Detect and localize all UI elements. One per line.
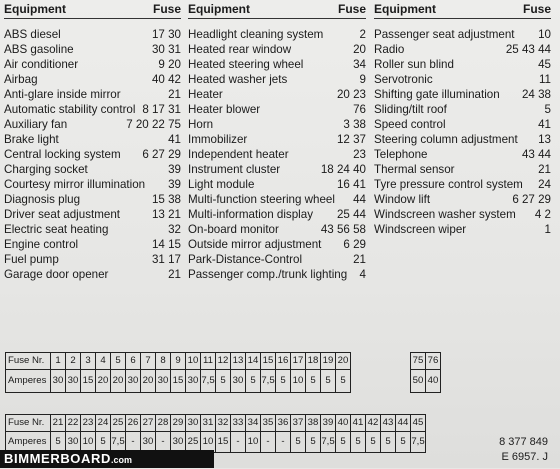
fuse-numbers: 13 21	[151, 208, 181, 221]
fuse-numbers: 16 41	[336, 178, 366, 191]
equipment-name: On-board monitor	[188, 223, 279, 236]
equipment-name: Sliding/tilt roof	[374, 103, 447, 116]
fuse-number-cell: 16	[276, 353, 291, 370]
equipment-row	[4, 162, 181, 177]
column-header	[188, 2, 366, 19]
amperes-cell: 5	[306, 370, 321, 393]
fuse-number-cell: 36	[276, 415, 291, 432]
fuse-number-cell: 4	[96, 353, 111, 370]
equipment-header: Equipment	[374, 2, 436, 16]
column-header	[4, 2, 181, 19]
equipment-row	[4, 267, 181, 282]
amperes-cell: 5	[216, 370, 231, 393]
equipment-row	[374, 57, 551, 72]
fuse-number-cell: 12	[216, 353, 231, 370]
fuse-numbers: 5	[544, 103, 551, 116]
fuse-numbers: 6 27 29	[142, 148, 181, 161]
equipment-row	[374, 27, 551, 42]
fuse-numbers: 4 2	[534, 208, 551, 221]
fuse-number-cell: 5	[111, 353, 126, 370]
equipment-header: Equipment	[188, 2, 250, 16]
fuse-amperage-table-2	[410, 352, 441, 393]
fuse-numbers: 7 20 22 75	[126, 118, 181, 131]
amperes-cell: 5	[51, 432, 66, 453]
amperes-cell: 15	[216, 432, 231, 453]
fuse-number-cell: 27	[141, 415, 156, 432]
amperes-cell: 7,5	[261, 370, 276, 393]
amperes-cell: -	[156, 432, 171, 453]
equipment-row	[4, 177, 181, 192]
amperes-cell: 20	[141, 370, 156, 393]
equipment-name: Window lift	[374, 193, 431, 206]
equipment-name: Fuel pump	[4, 253, 59, 266]
equipment-name: Windscreen washer system	[374, 208, 516, 221]
equipment-name: Heater blower	[188, 103, 261, 116]
fuse-numbers: 3 38	[343, 118, 366, 131]
equipment-name: Multi-function steering wheel	[188, 193, 335, 206]
fuse-numbers: 24 38	[521, 88, 551, 101]
equipment-header: Equipment	[4, 2, 66, 16]
amperes-row	[411, 370, 441, 393]
equipment-row	[4, 72, 181, 87]
equipment-row	[374, 102, 551, 117]
amperes-cell: 25	[186, 432, 201, 453]
fuse-number-cell: 44	[396, 415, 411, 432]
amperes-cell: -	[126, 432, 141, 453]
equipment-row	[374, 132, 551, 147]
equipment-name: Outside mirror adjustment	[188, 238, 322, 251]
equipment-name: Headlight cleaning system	[188, 28, 324, 41]
equipment-row	[188, 252, 366, 267]
equipment-row	[374, 222, 551, 237]
fuse-numbers: 9	[359, 73, 366, 86]
equipment-row	[374, 147, 551, 162]
fuse-number-cell: 15	[261, 353, 276, 370]
fuse-numbers: 20	[353, 43, 366, 56]
equipment-name: Auxiliary fan	[4, 118, 68, 131]
equipment-row	[188, 147, 366, 162]
fuse-numbers: 13	[538, 133, 551, 146]
fuse-number-cell: 38	[306, 415, 321, 432]
column-header	[374, 2, 551, 19]
equipment-column-1	[4, 2, 181, 282]
fuse-number-cell: 3	[81, 353, 96, 370]
amperes-cell: 5	[336, 370, 351, 393]
fuse-number-cell: 7	[141, 353, 156, 370]
equipment-row	[4, 117, 181, 132]
equipment-name: Driver seat adjustment	[4, 208, 120, 221]
amperes-cell: 10	[81, 432, 96, 453]
equipment-row	[188, 192, 366, 207]
amperes-cell: 50	[411, 370, 426, 393]
equipment-row	[4, 27, 181, 42]
fuse-numbers: 17 30	[151, 28, 181, 41]
fuse-number-cell: 19	[321, 353, 336, 370]
fuse-numbers: 24	[538, 178, 551, 191]
fuse-numbers: 39	[168, 178, 181, 191]
fuse-number-cell: 39	[321, 415, 336, 432]
fuse-numbers: 6 29	[343, 238, 366, 251]
equipment-row	[188, 237, 366, 252]
equipment-name: Servotronic	[374, 73, 433, 86]
equipment-row	[374, 162, 551, 177]
amperes-cell: 20	[96, 370, 111, 393]
equipment-name: Central locking system	[4, 148, 121, 161]
equipment-row	[4, 237, 181, 252]
fuse-numbers: 21	[538, 163, 551, 176]
fuse-header: Fuse	[152, 2, 181, 16]
fuse-number-cell: 34	[246, 415, 261, 432]
fuse-numbers: 25 44	[336, 208, 366, 221]
equipment-row	[374, 192, 551, 207]
amperes-cell: 20	[111, 370, 126, 393]
equipment-row	[4, 42, 181, 57]
amperes-cell: 5	[321, 370, 336, 393]
equipment-name: Air conditioner	[4, 58, 79, 71]
fuse-number-cell: 23	[81, 415, 96, 432]
fuse-numbers: 1	[544, 223, 551, 236]
equipment-row	[4, 87, 181, 102]
fuse-number-cell: 30	[186, 415, 201, 432]
fuse-number-cell: 24	[96, 415, 111, 432]
equipment-row	[4, 252, 181, 267]
fuse-numbers: 6 27 29	[512, 193, 551, 206]
amperes-cell: 30	[186, 370, 201, 393]
equipment-row	[188, 102, 366, 117]
watermark-logo	[0, 450, 214, 468]
equipment-name: Telephone	[374, 148, 428, 161]
fuse-number-cell: 32	[216, 415, 231, 432]
equipment-name: Light module	[188, 178, 255, 191]
fuse-numbers: 43 56 58	[320, 223, 366, 236]
equipment-name: Airbag	[4, 73, 38, 86]
equipment-row	[374, 117, 551, 132]
amperes-cell: -	[261, 432, 276, 453]
fuse-number-cell: 13	[231, 353, 246, 370]
fuse-number-cell: 35	[261, 415, 276, 432]
fuse-numbers: 14 15	[151, 238, 181, 251]
amperes-cell: 30	[66, 370, 81, 393]
fuse-number-cell: 1	[51, 353, 66, 370]
fuse-header: Fuse	[337, 2, 366, 16]
fuse-number-cell: 20	[336, 353, 351, 370]
equipment-name: Charging socket	[4, 163, 88, 176]
amperes-cell: 5	[351, 432, 366, 453]
amperes-cell: 5	[381, 432, 396, 453]
fuse-number-row	[411, 353, 441, 370]
fuse-numbers: 34	[353, 58, 366, 71]
fuse-number-cell: 45	[411, 415, 426, 432]
fuse-numbers: 8 17 31	[142, 103, 181, 116]
equipment-row	[188, 207, 366, 222]
fuse-numbers: 76	[353, 103, 366, 116]
fuse-number-row-label: Fuse Nr.	[6, 415, 51, 432]
equipment-row	[4, 132, 181, 147]
amperes-cell: 30	[156, 370, 171, 393]
equipment-name: Passenger comp./trunk lighting	[188, 268, 348, 281]
amperes-cell: 30	[171, 432, 186, 453]
fuse-numbers: 45	[538, 58, 551, 71]
fuse-numbers: 39	[168, 163, 181, 176]
amperes-cell: 5	[246, 370, 261, 393]
fuse-numbers: 18 24 40	[320, 163, 366, 176]
equipment-name: Heated washer jets	[188, 73, 288, 86]
equipment-name: Radio	[374, 43, 405, 56]
fuse-numbers: 43 44	[521, 148, 551, 161]
fuse-numbers: 2	[359, 28, 366, 41]
fuse-number-row	[6, 353, 351, 370]
equipment-row	[188, 117, 366, 132]
equipment-row	[374, 72, 551, 87]
amperes-cell: 5	[276, 370, 291, 393]
equipment-name: Passenger seat adjustment	[374, 28, 515, 41]
equipment-name: Instrument cluster	[188, 163, 281, 176]
equipment-name: Horn	[188, 118, 214, 131]
fuse-numbers: 12 37	[336, 133, 366, 146]
amperes-cell: 5	[96, 432, 111, 453]
equipment-row	[4, 57, 181, 72]
equipment-row	[188, 42, 366, 57]
equipment-name: Multi-information display	[188, 208, 314, 221]
fuse-number-cell: 14	[246, 353, 261, 370]
fuse-number-cell: 22	[66, 415, 81, 432]
equipment-row	[188, 162, 366, 177]
equipment-name: Immobilizer	[188, 133, 248, 146]
equipment-name: Brake light	[4, 133, 59, 146]
fuse-number-cell: 31	[201, 415, 216, 432]
fuse-numbers: 25 43 44	[505, 43, 551, 56]
equipment-row	[4, 147, 181, 162]
amperes-cell: 40	[426, 370, 441, 393]
amperes-cell: 5	[396, 432, 411, 453]
equipment-name: Steering column adjustment	[374, 133, 518, 146]
equipment-name: Thermal sensor	[374, 163, 455, 176]
equipment-column-2	[188, 2, 366, 282]
fuse-number-cell: 26	[126, 415, 141, 432]
fuse-number-cell: 28	[156, 415, 171, 432]
amperes-cell: 30	[141, 432, 156, 453]
fuse-number-cell: 17	[291, 353, 306, 370]
amperes-cell: 5	[291, 432, 306, 453]
watermark-brand: BIMMERBOARD	[4, 451, 111, 466]
fuse-number-cell: 33	[231, 415, 246, 432]
fuse-number-cell: 75	[411, 353, 426, 370]
amperes-cell: 7,5	[201, 370, 216, 393]
fuse-numbers: 41	[538, 118, 551, 131]
amperes-cell: 15	[81, 370, 96, 393]
amperes-cell: 10	[201, 432, 216, 453]
fuse-number-cell: 40	[336, 415, 351, 432]
fuse-numbers: 4	[359, 268, 366, 281]
fuse-number-cell: 25	[111, 415, 126, 432]
equipment-name: Anti-glare inside mirror	[4, 88, 121, 101]
fuse-numbers: 10	[538, 28, 551, 41]
amperes-cell: 15	[171, 370, 186, 393]
fuse-number-row	[6, 415, 426, 432]
fuse-number-cell: 10	[186, 353, 201, 370]
fuse-number-cell: 2	[66, 353, 81, 370]
fuse-number-cell: 41	[351, 415, 366, 432]
fuse-numbers: 21	[353, 253, 366, 266]
amperes-cell: -	[231, 432, 246, 453]
fuse-numbers: 9 20	[158, 58, 181, 71]
equipment-row	[374, 177, 551, 192]
equipment-name: Electric seat heating	[4, 223, 109, 236]
amperes-cell: 5	[336, 432, 351, 453]
equipment-row	[4, 192, 181, 207]
amperes-cell: 5	[366, 432, 381, 453]
equipment-name: Heated steering wheel	[188, 58, 304, 71]
equipment-name: ABS diesel	[4, 28, 61, 41]
fuse-numbers: 41	[168, 133, 181, 146]
amperes-cell: 30	[51, 370, 66, 393]
part-number: 8 377 849	[499, 436, 548, 448]
equipment-row	[188, 267, 366, 282]
equipment-name: Courtesy mirror illumination	[4, 178, 146, 191]
equipment-row	[4, 102, 181, 117]
fuse-numbers: 15 38	[151, 193, 181, 206]
fuse-number-cell: 37	[291, 415, 306, 432]
amperes-cell: 5	[306, 432, 321, 453]
equipment-row	[374, 207, 551, 222]
equipment-row	[188, 132, 366, 147]
fuse-number-cell: 21	[51, 415, 66, 432]
fuse-numbers: 30 31	[151, 43, 181, 56]
equipment-name: ABS gasoline	[4, 43, 74, 56]
amperes-cell: 7,5	[111, 432, 126, 453]
equipment-name: Tyre pressure control system	[374, 178, 523, 191]
equipment-name: Windscreen wiper	[374, 223, 467, 236]
amperes-cell: 7,5	[321, 432, 336, 453]
equipment-row	[188, 72, 366, 87]
equipment-row	[374, 87, 551, 102]
fuse-header: Fuse	[522, 2, 551, 16]
equipment-name: Heater	[188, 88, 223, 101]
fuse-number-cell: 9	[171, 353, 186, 370]
equipment-name: Garage door opener	[4, 268, 109, 281]
equipment-name: Shifting gate illumination	[374, 88, 500, 101]
fuse-number-cell: 18	[306, 353, 321, 370]
fuse-numbers: 32	[168, 223, 181, 236]
watermark-domain: .com	[110, 455, 132, 465]
fuse-number-cell: 6	[126, 353, 141, 370]
equipment-row	[374, 42, 551, 57]
fuse-numbers: 31 17	[151, 253, 181, 266]
equipment-name: Park-Distance-Control	[188, 253, 303, 266]
equipment-name: Automatic stability control	[4, 103, 136, 116]
fuse-number-cell: 8	[156, 353, 171, 370]
equipment-name: Heated rear window	[188, 43, 292, 56]
equipment-name: Engine control	[4, 238, 79, 251]
equipment-row	[4, 207, 181, 222]
amperes-cell: -	[276, 432, 291, 453]
equipment-column-3	[374, 2, 551, 237]
equipment-row	[188, 87, 366, 102]
fuse-number-cell: 29	[171, 415, 186, 432]
fuse-number-cell: 76	[426, 353, 441, 370]
fuse-number-cell: 42	[366, 415, 381, 432]
equipment-row	[4, 222, 181, 237]
equipment-row	[188, 57, 366, 72]
fuse-numbers: 21	[168, 268, 181, 281]
fuse-numbers: 23	[353, 148, 366, 161]
amperes-cell: 7,5	[411, 432, 426, 453]
fuse-amperage-table-1	[5, 352, 351, 393]
equipment-name: Speed control	[374, 118, 446, 131]
fuse-numbers: 21	[168, 88, 181, 101]
equipment-row	[188, 222, 366, 237]
fuse-numbers: 11	[538, 73, 551, 86]
fuse-number-row-label: Fuse Nr.	[6, 353, 51, 370]
fuse-amperage-table-3	[5, 414, 426, 453]
amperes-cell: 10	[291, 370, 306, 393]
fuse-numbers: 40 42	[151, 73, 181, 86]
equipment-name: Independent heater	[188, 148, 289, 161]
amperes-row-label: Amperes	[6, 432, 51, 453]
amperes-cell: 30	[126, 370, 141, 393]
amperes-row-label: Amperes	[6, 370, 51, 393]
equipment-row	[188, 177, 366, 192]
fuse-numbers: 44	[353, 193, 366, 206]
equipment-name: Roller sun blind	[374, 58, 454, 71]
amperes-cell: 10	[246, 432, 261, 453]
amperes-cell: 30	[66, 432, 81, 453]
fuse-numbers: 20 23	[336, 88, 366, 101]
reference-code: E 6957. J	[501, 451, 548, 463]
equipment-row	[188, 27, 366, 42]
amperes-cell: 30	[231, 370, 246, 393]
amperes-row	[6, 370, 351, 393]
fuse-number-cell: 43	[381, 415, 396, 432]
fuse-number-cell: 11	[201, 353, 216, 370]
equipment-name: Diagnosis plug	[4, 193, 81, 206]
